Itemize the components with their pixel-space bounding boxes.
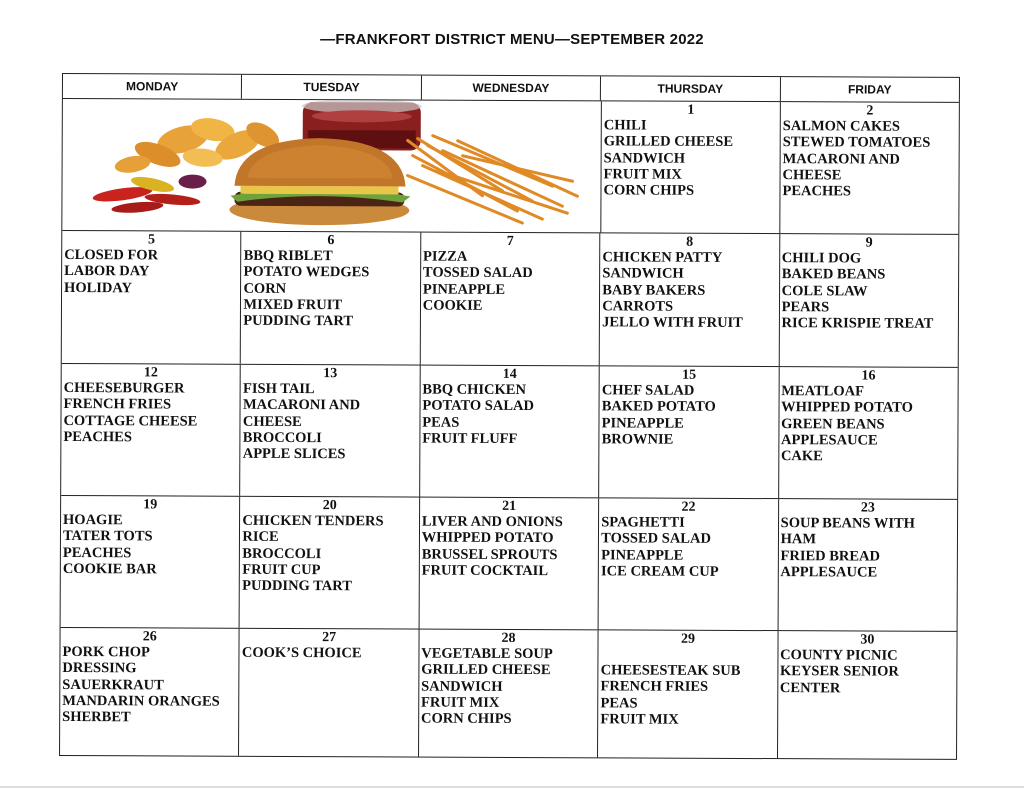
meal-item: POTATO WEDGES — [243, 264, 370, 281]
day-number: 30 — [860, 632, 875, 648]
day-cell-16 — [779, 367, 958, 499]
meal-item: PEACHES — [62, 544, 132, 561]
meal-item: BBQ CHICKEN — [422, 381, 527, 399]
peppers-icon — [92, 174, 207, 215]
meal-item: GREEN BEANS — [781, 415, 885, 433]
day-cell-1 — [601, 101, 781, 233]
meal-item: GRILLED CHEESE — [603, 133, 734, 151]
meal-item: SOUP BEANS WITH — [780, 515, 916, 532]
meal-items — [780, 515, 955, 581]
meal-item: COOKIE — [422, 297, 483, 314]
meal-item-spacer — [601, 646, 775, 663]
meal-item: CORN CHIPS — [603, 182, 695, 199]
meal-item: BROCCOLI — [242, 429, 322, 447]
meal-item: ICE CREAM CUP — [601, 563, 719, 580]
meal-item: BABY BAKERS — [602, 281, 706, 299]
food-illustration-icon — [62, 99, 601, 232]
meal-item: TATER TOTS — [62, 528, 153, 545]
meal-items — [242, 645, 416, 662]
meal-item: SANDWICH — [602, 265, 684, 283]
meal-item: APPLESAUCE — [780, 432, 878, 449]
meal-items — [422, 514, 597, 580]
day-cell-19 — [61, 496, 241, 628]
meal-item: RICE — [242, 529, 279, 546]
meal-item: CARROTS — [602, 298, 674, 315]
meal-item: APPLESAUCE — [780, 564, 878, 581]
day-cell-2 — [780, 102, 959, 234]
day-number: 13 — [323, 366, 338, 382]
day-cell-22 — [599, 498, 779, 630]
day-cell-15 — [599, 366, 779, 498]
meal-item: RICE KRISPIE TREAT — [781, 315, 934, 332]
meal-item: SPAGHETTI — [601, 514, 685, 531]
day-cell-6 — [241, 232, 421, 365]
meal-item: SANDWICH — [603, 149, 686, 167]
header-thursday: THURSDAY — [601, 76, 781, 101]
meal-item: SHERBET — [62, 709, 131, 726]
meal-items — [601, 514, 776, 580]
meal-items — [243, 248, 418, 330]
day-number: 14 — [502, 366, 517, 382]
meal-item: HOLIDAY — [64, 279, 133, 296]
day-cell-9 — [779, 234, 958, 367]
day-cell-5 — [62, 231, 242, 364]
meal-item: CHICKEN TENDERS — [242, 512, 384, 530]
meal-items — [62, 644, 237, 726]
meal-item: MACARONI AND — [242, 397, 361, 414]
meal-items — [63, 380, 238, 446]
header-wednesday: WEDNESDAY — [422, 76, 602, 101]
meal-items — [603, 117, 777, 199]
meal-item: FRUIT MIX — [600, 711, 679, 728]
day-cell-13 — [241, 365, 421, 497]
scan-edge-line — [0, 786, 1024, 788]
day-number: 21 — [502, 498, 517, 514]
meal-item: DRESSING — [62, 660, 137, 677]
week-row-2 — [62, 231, 959, 368]
day-number: 19 — [143, 497, 158, 513]
weekday-header-row — [63, 74, 959, 103]
day-cell-12 — [61, 364, 241, 496]
meal-item: BAKED BEANS — [781, 266, 886, 283]
meal-item: CHEF SALAD — [601, 382, 695, 399]
meal-item: HAM — [780, 531, 817, 548]
day-number: 15 — [682, 367, 697, 383]
week-row-3 — [61, 364, 958, 500]
meal-item: CHILI DOG — [781, 250, 862, 267]
meal-item: CORN — [243, 280, 287, 297]
meal-item: BROWNIE — [601, 431, 674, 448]
meal-item: SAUERKRAUT — [62, 676, 164, 694]
meal-items — [243, 381, 418, 463]
week-row-5 — [60, 628, 957, 759]
meal-item: CHICKEN PATTY — [602, 249, 723, 266]
header-tuesday: TUESDAY — [242, 75, 422, 100]
meal-item: COUNTY PICNIC — [780, 647, 898, 664]
meal-item: PEAS — [600, 694, 638, 712]
meal-item: PEARS — [781, 299, 830, 316]
meal-item: CENTER — [779, 679, 841, 696]
meal-item: FRUIT CUP — [242, 561, 321, 579]
day-cell-28 — [419, 630, 599, 758]
meal-item: FRIED BREAD — [780, 547, 881, 565]
menu-calendar — [59, 73, 960, 760]
meal-item: CHEESE — [242, 413, 302, 430]
header-monday: MONDAY — [63, 74, 243, 99]
day-number: 28 — [501, 630, 516, 646]
meal-item: STEWED TOMATOES — [782, 134, 931, 152]
meal-items — [781, 383, 956, 465]
day-number: 5 — [147, 232, 156, 248]
meal-item: FRENCH FRIES — [600, 678, 709, 696]
meal-items — [64, 247, 239, 297]
day-cell-23 — [778, 499, 957, 631]
meal-item: HOAGIE — [63, 512, 123, 529]
day-cell-21 — [419, 498, 599, 630]
meal-item: TOSSED SALAD — [422, 264, 533, 282]
meal-items — [602, 382, 777, 448]
fries-icon — [407, 136, 577, 224]
meal-item: MIXED FRUIT — [243, 296, 343, 314]
meal-item: VEGETABLE SOUP — [421, 645, 553, 663]
meal-item: FRENCH FRIES — [63, 396, 172, 413]
meal-item: SALMON CAKES — [782, 118, 901, 135]
meal-item: CHEESEBURGER — [63, 380, 185, 397]
meal-items — [600, 646, 775, 728]
meal-items — [780, 647, 955, 697]
meal-item: BBQ RIBLET — [243, 247, 333, 265]
day-number: 2 — [866, 103, 874, 119]
week-row-4 — [61, 496, 958, 632]
meal-item: APPLE SLICES — [242, 445, 346, 463]
meal-item: COLE SLAW — [781, 282, 868, 300]
meal-item: POTATO SALAD — [422, 397, 534, 415]
page-title: —FRANKFORT DISTRICT MENU—SEPTEMBER 2022 — [320, 31, 704, 48]
day-number: 7 — [506, 233, 514, 249]
meal-item: WHIPPED POTATO — [781, 399, 913, 417]
meal-item: MANDARIN ORANGES — [62, 692, 220, 710]
meal-item: WHIPPED POTATO — [421, 529, 554, 547]
day-number: 1 — [687, 102, 695, 118]
meal-item: PUDDING TART — [243, 312, 354, 330]
meal-item: CHILI — [603, 117, 647, 134]
day-cell-8 — [600, 233, 780, 366]
meal-items — [782, 118, 956, 200]
day-cell-20 — [240, 497, 420, 629]
meal-items — [421, 646, 596, 728]
meal-item: LABOR DAY — [64, 263, 150, 280]
meal-item: PINEAPPLE — [422, 281, 506, 298]
meal-item: MEATLOAF — [781, 383, 864, 400]
meal-item: CORN CHIPS — [420, 710, 512, 728]
meal-item: GRILLED CHEESE — [421, 661, 551, 679]
day-number: 16 — [861, 368, 876, 384]
meal-item: BRUSSEL SPROUTS — [421, 546, 558, 563]
meal-item: PIZZA — [422, 248, 468, 265]
meal-item: PINEAPPLE — [601, 546, 684, 564]
day-number: 8 — [686, 234, 694, 250]
meal-item: PINEAPPLE — [601, 414, 684, 432]
week-row-1 — [62, 99, 959, 235]
day-number: 27 — [322, 630, 337, 646]
meal-items — [63, 512, 238, 578]
day-cell-26 — [60, 628, 240, 756]
day-number: 12 — [143, 365, 158, 381]
meal-item: FRUIT COCKTAIL — [421, 562, 549, 580]
meal-item: PEAS — [422, 414, 460, 431]
meal-item: COTTAGE CHEESE — [63, 412, 198, 430]
day-number: 29 — [680, 631, 695, 647]
meal-item: BAKED POTATO — [601, 398, 716, 416]
meal-items — [782, 250, 957, 332]
meal-item: COOK’S CHOICE — [241, 644, 362, 662]
meal-item: COOKIE BAR — [62, 560, 157, 578]
meal-items — [423, 249, 598, 315]
meal-item: CAKE — [780, 448, 823, 465]
day-cell-27 — [239, 629, 419, 757]
meal-item: PEACHES — [782, 183, 852, 200]
day-cell-7 — [421, 233, 601, 366]
burger-icon — [229, 138, 410, 226]
meal-item: PORK CHOP — [62, 644, 150, 661]
meal-item: CHEESE — [782, 167, 842, 184]
meal-items — [242, 513, 417, 595]
day-number: 22 — [681, 499, 696, 515]
header-friday: FRIDAY — [847, 82, 892, 97]
meal-item: LIVER AND ONIONS — [421, 513, 563, 531]
day-number: 9 — [865, 235, 873, 251]
day-cell-14 — [420, 366, 600, 498]
meal-item: PEACHES — [63, 428, 132, 446]
day-number: 26 — [142, 629, 157, 645]
meal-items — [422, 382, 597, 448]
meal-item: CLOSED FOR — [64, 247, 159, 264]
day-cell-30 — [778, 631, 957, 759]
meal-items — [602, 249, 777, 331]
meal-item: KEYSER SENIOR — [779, 663, 899, 680]
meal-item: MACARONI AND — [782, 150, 900, 168]
meal-item: CHEESESTEAK SUB — [600, 662, 741, 679]
day-number: 6 — [327, 233, 335, 249]
food-illustration — [62, 99, 602, 232]
meal-item: FRUIT MIX — [603, 166, 682, 183]
meal-item: TOSSED SALAD — [601, 530, 711, 548]
meal-item: FRUIT MIX — [421, 694, 500, 711]
day-number: 23 — [860, 500, 875, 516]
meal-item: PUDDING TART — [242, 577, 352, 595]
meal-item: SANDWICH — [421, 678, 503, 695]
day-cell-29 — [598, 630, 778, 758]
day-number: 20 — [322, 498, 337, 514]
meal-item: JELLO WITH FRUIT — [602, 314, 743, 332]
meal-item: BROCCOLI — [242, 545, 322, 562]
meal-item: FISH TAIL — [242, 380, 315, 398]
meal-item: FRUIT FLUFF — [422, 430, 518, 447]
